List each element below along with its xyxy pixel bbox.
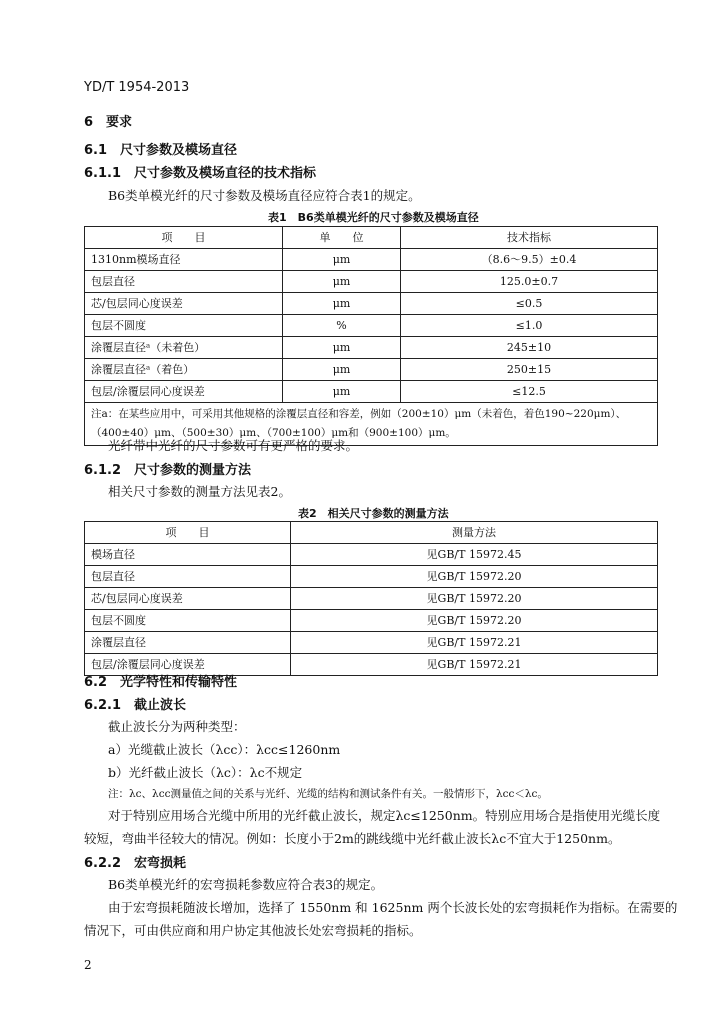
table-cell: % [283, 315, 401, 337]
table-cell: 包层直径 [85, 271, 283, 293]
page-number: 2 [84, 958, 92, 972]
table-cell: 涂覆层直径 [85, 632, 291, 654]
table-cell: ≤0.5 [401, 293, 658, 315]
paragraph: B6类单模光纤的尺寸参数及模场直径应符合表1的规定。 [108, 188, 421, 203]
table-cell: 见GB/T 15972.45 [291, 544, 658, 566]
table-row [85, 249, 658, 271]
table-cell: 245±10 [401, 337, 658, 359]
paragraph: 相关尺寸参数的测量方法见表2。 [108, 484, 291, 499]
table-row [85, 381, 658, 403]
table-cell: 涂覆层直径ᵃ（着色） [85, 359, 283, 381]
table-row [85, 359, 658, 381]
section-6-1-2-heading: 6.1.2 尺寸参数的测量方法 [84, 463, 252, 478]
table2 [84, 521, 658, 676]
table-row [85, 566, 658, 588]
table-cell: 模场直径 [85, 544, 291, 566]
table-row [85, 632, 658, 654]
section-6-2-1-heading: 6.2.1 截止波长 [84, 698, 187, 713]
table-cell: μm [283, 381, 401, 403]
table-header-cell: 项 目 [85, 522, 291, 544]
section-6-2-2-heading: 6.2.2 宏弯损耗 [84, 856, 187, 871]
note: 注：λc、λcc测量值之间的关系与光纤、光缆的结构和测试条件有关。一般情形下，λcc＜λc。 [108, 788, 548, 800]
table-cell: 包层不圆度 [85, 610, 291, 632]
table-cell: 包层/涂覆层同心度误差 [85, 381, 283, 403]
section-6-heading: 6 要求 [84, 115, 133, 130]
table-cell: 250±15 [401, 359, 658, 381]
table1 [84, 226, 658, 446]
table2-caption: 表2 相关尺寸参数的测量方法 [298, 507, 449, 520]
table-cell: μm [283, 271, 401, 293]
paragraph-line: 由于宏弯损耗随波长增加，选择了 1550nm 和 1625nm 两个长波长处的宏弯损耗作为指标。在需要的 [108, 900, 678, 915]
table-cell: μm [283, 249, 401, 271]
list-item: a）光缆截止波长（λcc）：λcc≤1260nm [108, 742, 341, 757]
table-cell: 见GB/T 15972.20 [291, 610, 658, 632]
table-cell: 包层不圆度 [85, 315, 283, 337]
paragraph: 截止波长分为两种类型： [108, 719, 246, 734]
table-cell: 包层/涂覆层同心度误差 [85, 654, 291, 676]
table-cell: 见GB/T 15972.21 [291, 654, 658, 676]
table-header-cell: 项 目 [85, 227, 283, 249]
document-header-id: YD/T 1954-2013 [84, 80, 190, 95]
paragraph: B6类单模光纤的宏弯损耗参数应符合表3的规定。 [108, 877, 384, 892]
table-row [85, 588, 658, 610]
paragraph-line: 情况下，可由供应商和用户协定其他波长处宏弯损耗的指标。 [84, 923, 422, 938]
table-cell: 见GB/T 15972.21 [291, 632, 658, 654]
table-cell: 见GB/T 15972.20 [291, 588, 658, 610]
paragraph-line: 较短，弯曲半径较大的情况。例如：长度小于2m的跳线缆中光纤截止波长λc不宜大于1250nm。 [84, 831, 621, 846]
table-row [85, 293, 658, 315]
section-6-1-heading: 6.1 尺寸参数及模场直径 [84, 143, 238, 158]
table-row [85, 337, 658, 359]
table-header-cell: 单 位 [283, 227, 401, 249]
paragraph-line: 对于特别应用场合光缆中所用的光纤截止波长，规定λc≤1250nm。特别应用场合是指使用光缆长度 [108, 808, 661, 823]
table-header-row [85, 227, 658, 249]
table-header-row [85, 522, 658, 544]
table-row [85, 315, 658, 337]
table-cell: ≤1.0 [401, 315, 658, 337]
table-cell: 芯/包层同心度误差 [85, 293, 283, 315]
table-cell: 包层直径 [85, 566, 291, 588]
table-cell: μm [283, 337, 401, 359]
table-cell: μm [283, 293, 401, 315]
table-row [85, 610, 658, 632]
section-6-1-1-heading: 6.1.1 尺寸参数及模场直径的技术指标 [84, 166, 317, 181]
table-cell: 见GB/T 15972.20 [291, 566, 658, 588]
table-cell: 芯/包层同心度误差 [85, 588, 291, 610]
table-cell: ≤12.5 [401, 381, 658, 403]
table-header-cell: 技术指标 [401, 227, 658, 249]
paragraph: 光纤带中光纤的尺寸参数可有更严格的要求。 [108, 438, 359, 453]
table-cell: 1310nm模场直径 [85, 249, 283, 271]
table1-note: 注a：在某些应用中，可采用其他规格的涂覆层直径和容差，例如（200±10）μm（未着色，着色190~220μm）、（400±40）μm、（500±30）μm、（700±100）μm和（900±100）μm。 [85, 403, 658, 446]
table-cell: μm [283, 359, 401, 381]
list-item: b）光纤截止波长（λc）：λc不规定 [108, 765, 303, 780]
section-6-2-heading: 6.2 光学特性和传输特性 [84, 675, 238, 690]
table-row [85, 544, 658, 566]
table-row [85, 271, 658, 293]
table-cell: 涂覆层直径ᵃ（未着色） [85, 337, 283, 359]
table1-caption: 表1 B6类单模光纤的尺寸参数及模场直径 [268, 211, 479, 224]
table-header-cell: 测量方法 [291, 522, 658, 544]
table-cell: 125.0±0.7 [401, 271, 658, 293]
table-cell: （8.6～9.5）±0.4 [401, 249, 658, 271]
